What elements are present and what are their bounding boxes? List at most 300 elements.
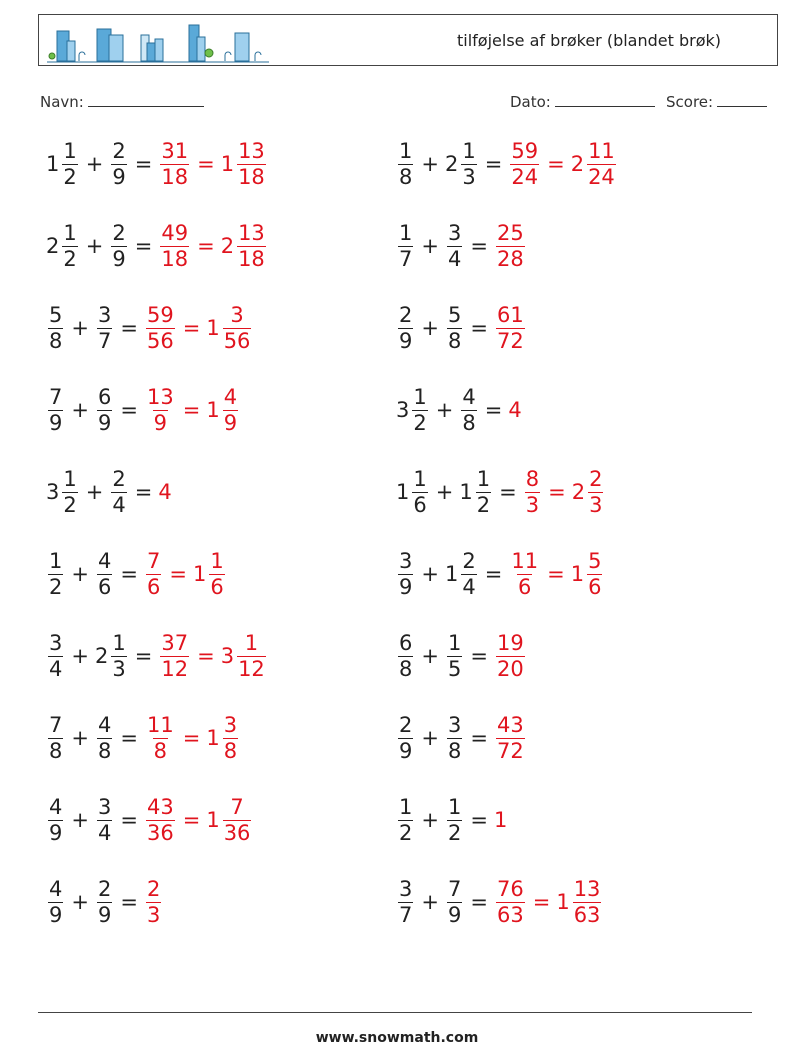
whole-part: 3: [220, 644, 235, 668]
denominator: 8: [97, 738, 112, 763]
numerator: 49: [161, 220, 189, 245]
name-label: Navn:: [40, 93, 84, 111]
equals-sign: =: [134, 644, 153, 668]
fraction: [461, 549, 476, 600]
plus-sign: +: [71, 562, 89, 586]
denominator: 9: [97, 902, 112, 927]
numerator: 19: [496, 630, 524, 655]
problem-2: [396, 132, 618, 196]
equals-sign: =: [547, 562, 565, 586]
fraction: [111, 221, 126, 272]
answer-fraction: [494, 631, 527, 682]
numerator: 4: [49, 794, 63, 819]
fraction: [447, 795, 462, 846]
whole-part: 2: [570, 152, 585, 176]
denominator: 9: [49, 902, 63, 927]
operand-fraction: [46, 877, 65, 928]
numerator: 3: [97, 794, 112, 819]
plus-sign: +: [421, 726, 439, 750]
numerator: 1: [462, 138, 476, 163]
denominator: 28: [496, 246, 524, 271]
denominator: 2: [63, 246, 77, 271]
fraction: [223, 713, 238, 764]
numerator: 11: [588, 138, 615, 163]
fraction: [447, 713, 462, 764]
numerator: 11: [146, 712, 174, 737]
denominator: 4: [447, 246, 462, 271]
problem-7: [46, 378, 240, 442]
whole-part: 1: [46, 152, 60, 176]
plus-sign: +: [71, 644, 89, 668]
numerator: 7: [146, 548, 161, 573]
fraction: [398, 303, 413, 354]
denominator: 8: [462, 410, 476, 435]
equals-sign: =: [499, 480, 517, 504]
numerator: 1: [447, 794, 462, 819]
denominator: 7: [399, 246, 413, 271]
whole-part: 2: [571, 480, 586, 504]
numerator: 2: [399, 302, 413, 327]
answer-fraction: [144, 303, 177, 354]
answer-whole: 4: [508, 398, 522, 422]
whole-part: 1: [206, 398, 220, 422]
footer-url: www.snowmath.com: [315, 1030, 479, 1046]
name-field: [40, 92, 204, 111]
operand-fraction: [95, 713, 114, 764]
numerator: 2: [112, 220, 126, 245]
denominator: 56: [146, 328, 174, 353]
whole-part: 1: [396, 480, 410, 504]
problem-13: [46, 624, 268, 688]
plus-sign: +: [421, 562, 439, 586]
numerator: 4: [462, 384, 476, 409]
fraction: [111, 631, 126, 682]
equals-sign: =: [134, 480, 153, 504]
plus-sign: +: [71, 726, 89, 750]
operand-fraction: [459, 385, 478, 436]
answer-fraction: [494, 713, 527, 764]
problem-18: [396, 788, 507, 852]
operand-fraction: [445, 303, 464, 354]
plus-sign: +: [85, 480, 104, 504]
denominator: 8: [49, 328, 63, 353]
fraction: [111, 467, 126, 518]
fraction: [461, 385, 476, 436]
operand-fraction: [396, 385, 430, 436]
whole-part: 1: [206, 726, 220, 750]
whole-part: 1: [220, 152, 235, 176]
equals-sign: =: [120, 316, 138, 340]
fraction: [146, 713, 175, 764]
numerator: 13: [573, 876, 601, 901]
whole-part: 2: [46, 234, 60, 258]
problem-4: [396, 214, 527, 278]
numerator: 4: [49, 876, 63, 901]
denominator: 6: [97, 574, 112, 599]
numerator: 1: [447, 630, 462, 655]
answer-whole: 1: [493, 808, 508, 832]
numerator: 59: [146, 302, 174, 327]
operand-fraction: [95, 795, 114, 846]
plus-sign: +: [421, 234, 439, 258]
name-blank[interactable]: [88, 92, 204, 107]
plus-sign: +: [71, 316, 89, 340]
operand-fraction: [445, 139, 479, 190]
numerator: 1: [399, 794, 413, 819]
fraction: [447, 221, 462, 272]
score-label: Score:: [666, 93, 714, 111]
fraction: [461, 139, 476, 190]
plus-sign: +: [421, 316, 439, 340]
denominator: 5: [447, 656, 462, 681]
equals-sign: =: [197, 644, 215, 668]
fraction: [62, 221, 77, 272]
numerator: 2: [462, 548, 476, 573]
operand-fraction: [445, 631, 464, 682]
answer-fraction: [494, 877, 527, 928]
problem-6: [396, 296, 527, 360]
answer-fraction: [206, 713, 240, 764]
operand-fraction: [109, 139, 128, 190]
fraction: [573, 877, 602, 928]
numerator: 59: [511, 138, 539, 163]
equals-sign: =: [120, 808, 138, 832]
operand-fraction: [445, 713, 464, 764]
fraction: [97, 877, 112, 928]
numerator: 2: [146, 876, 161, 901]
answer-fraction: [556, 877, 603, 928]
fraction: [97, 795, 112, 846]
numerator: 13: [238, 220, 265, 245]
answer-fraction: [221, 221, 268, 272]
numerator: 7: [49, 712, 63, 737]
denominator: 9: [49, 820, 63, 845]
denominator: 3: [146, 902, 161, 927]
whole-part: 2: [444, 152, 459, 176]
denominator: 9: [399, 328, 413, 353]
equals-sign: =: [182, 316, 201, 340]
numerator: 1: [476, 466, 491, 491]
denominator: 18: [238, 246, 265, 271]
denominator: 72: [496, 328, 524, 353]
fraction: [237, 221, 266, 272]
denominator: 8: [399, 656, 413, 681]
fraction: [398, 877, 413, 928]
equals-sign: =: [169, 562, 187, 586]
fraction: [146, 549, 161, 600]
numerator: 3: [399, 548, 413, 573]
denominator: 6: [146, 574, 161, 599]
numerator: 2: [399, 712, 413, 737]
equals-sign: =: [470, 726, 488, 750]
operand-fraction: [46, 385, 65, 436]
denominator: 9: [223, 410, 238, 435]
equals-sign: =: [197, 152, 215, 176]
score-field: [666, 92, 767, 111]
equals-sign: =: [532, 890, 551, 914]
fraction: [496, 713, 525, 764]
fraction: [412, 385, 427, 436]
operand-fraction: [445, 221, 464, 272]
operand-fraction: [396, 631, 415, 682]
denominator: 2: [447, 820, 462, 845]
problem-8: [396, 378, 522, 442]
problem-11: [46, 542, 227, 606]
answer-fraction: [206, 795, 253, 846]
fraction: [398, 139, 413, 190]
numerator: 1: [399, 220, 413, 245]
fraction: [496, 877, 525, 928]
numerator: 2: [112, 138, 126, 163]
equals-sign: =: [120, 398, 138, 422]
denominator: 3: [112, 656, 126, 681]
answer-fraction: [193, 549, 227, 600]
denominator: 6: [588, 574, 602, 599]
numerator: 61: [496, 302, 524, 327]
footer-divider: [38, 1012, 752, 1013]
fraction: [48, 795, 63, 846]
problem-20: [396, 870, 603, 934]
denominator: 2: [63, 492, 77, 517]
denominator: 8: [223, 738, 238, 763]
answer-fraction: [144, 385, 177, 436]
denominator: 2: [63, 164, 77, 189]
numerator: 3: [447, 712, 462, 737]
denominator: 4: [49, 656, 63, 681]
fraction: [62, 467, 77, 518]
fraction: [97, 303, 112, 354]
equals-sign: =: [484, 562, 503, 586]
problem-16: [396, 706, 527, 770]
numerator: 7: [447, 876, 462, 901]
numerator: 7: [230, 794, 244, 819]
equals-sign: =: [470, 644, 488, 668]
equals-sign: =: [470, 890, 488, 914]
numerator: 6: [97, 384, 112, 409]
operand-fraction: [46, 303, 65, 354]
numerator: 3: [97, 302, 112, 327]
answer-fraction: [494, 303, 527, 354]
plus-sign: +: [71, 398, 89, 422]
plus-sign: +: [435, 398, 454, 422]
whole-part: 3: [396, 398, 410, 422]
operand-fraction: [95, 631, 129, 682]
whole-part: 2: [220, 234, 235, 258]
numerator: 1: [63, 466, 77, 491]
fraction: [48, 631, 63, 682]
whole-part: 1: [556, 890, 570, 914]
denominator: 3: [589, 492, 603, 517]
fraction: [525, 467, 540, 518]
fraction: [398, 221, 413, 272]
fraction: [496, 303, 525, 354]
operand-fraction: [396, 713, 415, 764]
numerator: 1: [112, 630, 126, 655]
fraction: [588, 467, 603, 518]
denominator: 63: [496, 902, 524, 927]
numerator: 1: [63, 138, 77, 163]
operand-fraction: [445, 795, 464, 846]
numerator: 4: [97, 548, 112, 573]
problem-10: [396, 460, 605, 524]
operand-fraction: [396, 221, 415, 272]
denominator: 2: [399, 820, 413, 845]
operand-fraction: [95, 877, 114, 928]
numerator: 5: [447, 302, 462, 327]
fraction: [146, 385, 175, 436]
operand-fraction: [46, 631, 65, 682]
fraction: [398, 795, 413, 846]
fraction: [97, 385, 112, 436]
numerator: 1: [399, 138, 413, 163]
whole-part: 3: [46, 480, 60, 504]
score-blank[interactable]: [717, 92, 767, 107]
answer-fraction: [144, 877, 163, 928]
operand-fraction: [396, 877, 415, 928]
date-label: Dato:: [510, 93, 551, 111]
numerator: 2: [112, 466, 126, 491]
denominator: 63: [573, 902, 601, 927]
denominator: 9: [112, 246, 126, 271]
fraction: [447, 877, 462, 928]
denominator: 4: [97, 820, 112, 845]
denominator: 7: [97, 328, 112, 353]
denominator: 9: [49, 410, 63, 435]
whole-part: 1: [570, 562, 585, 586]
problem-9: [46, 460, 172, 524]
fraction: [146, 795, 175, 846]
fraction: [160, 139, 189, 190]
denominator: 6: [210, 574, 224, 599]
fraction: [447, 303, 462, 354]
denominator: 8: [49, 738, 63, 763]
answer-fraction: [571, 139, 618, 190]
denominator: 2: [413, 410, 427, 435]
denominator: 20: [496, 656, 524, 681]
answer-fraction: [144, 713, 177, 764]
answer-fraction: [221, 631, 268, 682]
problem-5: [46, 296, 253, 360]
whole-part: 2: [94, 644, 109, 668]
operand-fraction: [445, 549, 479, 600]
denominator: 18: [161, 246, 189, 271]
fraction: [146, 303, 175, 354]
fraction: [476, 467, 491, 518]
plus-sign: +: [421, 890, 439, 914]
answer-fraction: [494, 221, 527, 272]
denominator: 9: [447, 902, 462, 927]
plus-sign: +: [71, 890, 89, 914]
fraction: [160, 221, 189, 272]
numerator: 1: [244, 630, 259, 655]
fraction: [48, 713, 63, 764]
fraction: [510, 139, 539, 190]
numerator: 1: [49, 548, 63, 573]
operand-fraction: [95, 549, 114, 600]
fraction: [587, 549, 602, 600]
numerator: 37: [161, 630, 189, 655]
numerator: 13: [146, 384, 174, 409]
denominator: 8: [447, 738, 462, 763]
numerator: 3: [223, 712, 238, 737]
numerator: 11: [511, 548, 539, 573]
fraction: [496, 631, 525, 682]
whole-part: 1: [444, 562, 459, 586]
operand-fraction: [95, 303, 114, 354]
equals-sign: =: [182, 726, 201, 750]
problem-12: [396, 542, 604, 606]
answer-fraction: [572, 467, 606, 518]
numerator: 3: [399, 876, 413, 901]
answer-fraction: [158, 221, 191, 272]
fraction: [209, 549, 224, 600]
answer-fraction: [158, 139, 191, 190]
denominator: 2: [476, 492, 491, 517]
numerator: 76: [496, 876, 524, 901]
answer-fraction: [206, 303, 253, 354]
fraction: [398, 549, 413, 600]
whole-part: 1: [206, 808, 220, 832]
fraction: [510, 549, 539, 600]
numerator: 8: [525, 466, 540, 491]
operand-fraction: [445, 877, 464, 928]
date-field: [510, 92, 655, 111]
fraction: [160, 631, 189, 682]
denominator: 6: [413, 492, 427, 517]
answer-fraction: [206, 385, 240, 436]
numerator: 1: [63, 220, 77, 245]
operand-fraction: [46, 795, 65, 846]
fraction: [48, 549, 63, 600]
answer-fraction: [508, 139, 541, 190]
answer-fraction: [571, 549, 605, 600]
answer-fraction: [158, 631, 191, 682]
fraction: [398, 713, 413, 764]
equals-sign: =: [484, 398, 503, 422]
plus-sign: +: [435, 480, 454, 504]
header-box: [38, 14, 778, 66]
denominator: 3: [525, 492, 540, 517]
operand-fraction: [109, 467, 128, 518]
plus-sign: +: [71, 808, 89, 832]
fraction: [97, 713, 112, 764]
numerator: 3: [49, 630, 63, 655]
equals-sign: =: [197, 234, 215, 258]
fraction: [223, 795, 252, 846]
plus-sign: +: [421, 808, 439, 832]
denominator: 24: [588, 164, 615, 189]
date-blank[interactable]: [555, 92, 655, 107]
numerator: 43: [146, 794, 174, 819]
denominator: 9: [153, 410, 168, 435]
fraction: [398, 631, 413, 682]
answer-fraction: [523, 467, 542, 518]
operand-fraction: [46, 467, 80, 518]
numerator: 3: [447, 220, 462, 245]
numerator: 2: [589, 466, 603, 491]
numerator: 4: [97, 712, 112, 737]
equals-sign: =: [470, 234, 488, 258]
operand-fraction: [396, 795, 415, 846]
equals-sign: =: [547, 152, 565, 176]
denominator: 6: [518, 574, 532, 599]
equals-sign: =: [120, 562, 138, 586]
fraction: [223, 303, 252, 354]
problem-17: [46, 788, 253, 852]
operand-fraction: [396, 467, 430, 518]
numerator: 7: [49, 384, 63, 409]
fraction: [223, 385, 238, 436]
